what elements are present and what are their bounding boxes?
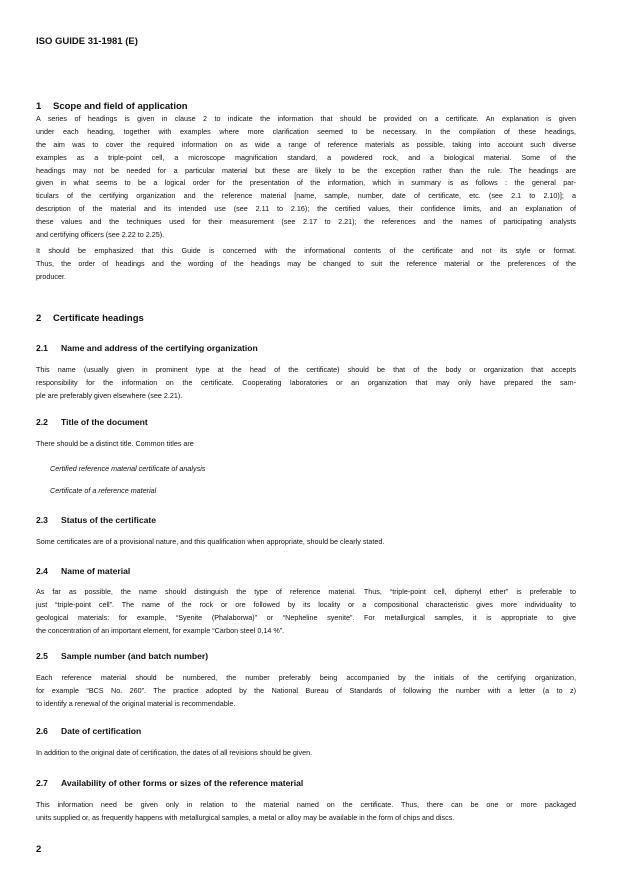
example-title-2: Certificate of a reference material	[50, 486, 157, 495]
section-2-6-heading	[36, 726, 576, 736]
section-title: Title of the document	[61, 417, 148, 427]
section-title: Name and address of the certifying organization	[61, 343, 258, 353]
text-line: the aim was to cover the required information on as wide a range of reference materials as possible, taking into account such diverse	[36, 139, 576, 149]
section-title: Availability of other forms or sizes of the reference material	[61, 778, 304, 788]
text-line: There should be a distinct title. Common titles are	[36, 439, 194, 448]
section-1-heading	[36, 101, 576, 112]
section-2-7-paragraph	[36, 799, 576, 825]
section-number: 2.4	[36, 566, 48, 576]
text-line: just “triple-point cell”. The name of the rock or ore followed by its locality or a compositional characteristic gives more individuality to	[36, 599, 576, 609]
section-2-5-heading	[36, 651, 576, 661]
section-number: 2.1	[36, 343, 48, 353]
section-2-5-paragraph	[36, 672, 576, 711]
text-line: Each reference material should be numbered, the number preferably being accompanied by the initials of the certifying organization,	[36, 673, 576, 682]
section-2-1-paragraph	[36, 364, 576, 403]
text-line: examples as a triple-point cell, a microscope magnification standard, a powdered rock, and a biological material. Some of the	[36, 152, 576, 162]
text-line: This name (usually given in prominent type at the head of the certificate) should be that of the body or organization that accepts	[36, 365, 576, 374]
section-2-2-paragraph	[36, 438, 576, 451]
section-number: 2.5	[36, 651, 48, 661]
section-2-4-paragraph	[36, 586, 576, 638]
text-line: In addition to the original date of certification, the dates of all revisions should be given.	[36, 748, 313, 757]
section-2-heading	[36, 313, 576, 324]
section-number: 2.3	[36, 515, 48, 525]
text-line: ple are preferably given elsewhere (see 2.21).	[36, 390, 183, 400]
text-line: under each heading, together with examples where more clarification seemed to be necessary. In the compilation of these headings,	[36, 126, 576, 136]
text-line: given in what seems to be a logical order for the presentation of the information, which in summary is as follows : the general par-	[36, 178, 576, 188]
section-number: 2.2	[36, 417, 48, 427]
section-1-paragraph-1	[36, 113, 576, 242]
section-title: Status of the certificate	[61, 515, 157, 525]
page-number: 2	[36, 844, 42, 855]
section-number: 2	[36, 313, 42, 324]
section-title: Sample number (and batch number)	[61, 651, 209, 661]
text-line: description of the material and its intended use (see 2.11 to 2.16); the certified values, their confidence limits, and an explanation of	[36, 204, 576, 214]
section-2-1-heading	[36, 343, 576, 353]
section-2-4-heading	[36, 566, 576, 576]
text-line: A series of headings is given in clause 2 to indicate the information that should be provided on a certificate. An explanation is given	[36, 114, 576, 123]
text-line: Some certificates are of a provisional nature, and this qualification when appropriate, should be clearly stated.	[36, 537, 385, 546]
text-line: ticulars of the certifying organization and the reference material [name, sample, number, date of certificate, etc. (see 2.1 to 2.10)]; a	[36, 191, 576, 201]
section-2-3-heading	[36, 515, 576, 525]
section-number: 2.7	[36, 778, 48, 788]
text-line: As far as possible, the name should distinguish the type of reference material. Thus, “triple-point cell, diphenyl ether” is preferable to	[36, 587, 576, 596]
text-line: producer.	[36, 271, 66, 281]
text-line: units supplied or, as frequently happens with metallurgical samples, a metal or alloy may be available in the form of chips and discs.	[36, 812, 455, 822]
text-line: for example “BCS No. 260”. The practice adopted by the National Bureau of Standards of following the number with a letter (a to z)	[36, 685, 576, 695]
text-line: This information need be given only in relation to the material named on the certificate. Thus, there can be one or more packaged	[36, 800, 576, 809]
example-title-1: Certified reference material certificate of analysis	[50, 464, 206, 473]
section-number: 1	[36, 101, 42, 112]
section-title: Name of material	[61, 566, 131, 576]
section-2-7-heading	[36, 778, 576, 788]
text-line: to identify a renewal of the original material is recommendable.	[36, 698, 236, 708]
section-title: Scope and field of application	[53, 101, 188, 112]
text-line: headings may not be needed for a particular material but these are likely to be the exception rather than the rule. The headings are	[36, 165, 576, 175]
section-2-3-paragraph	[36, 536, 576, 549]
text-line: Thus, the order of headings and the wording of the headings may be changed to suit the reference material or the preferences of the	[36, 258, 576, 268]
section-2-6-paragraph	[36, 747, 576, 760]
section-number: 2.6	[36, 726, 48, 736]
text-line: geological materials: for example, “Syenite (Phalaborwa)” or “Nepheline syenite”. For metallurgical samples, it is appropriate to give	[36, 612, 576, 622]
text-line: responsibility for the information on the certificate. Cooperating laboratories or an organization that may only have prepared the sam-	[36, 377, 576, 387]
text-line: the concentration of an important element, for example “Carbon steel 0,14 %”.	[36, 625, 285, 635]
document-header: ISO GUIDE 31-1981 (E)	[36, 36, 138, 47]
section-title: Certificate headings	[53, 313, 144, 324]
text-line: these values and the techniques used for their measurement (see 2.17 to 2.21); the references and the names of participating analysts	[36, 217, 576, 227]
text-line: It should be emphasized that this Guide is concerned with the informational contents of the certificate and not its style or format.	[36, 246, 576, 255]
text-line: and certifying officers (see 2.22 to 2.25).	[36, 230, 165, 240]
section-1-paragraph-2	[36, 245, 576, 284]
section-title: Date of certification	[61, 726, 142, 736]
section-2-2-heading	[36, 417, 576, 427]
